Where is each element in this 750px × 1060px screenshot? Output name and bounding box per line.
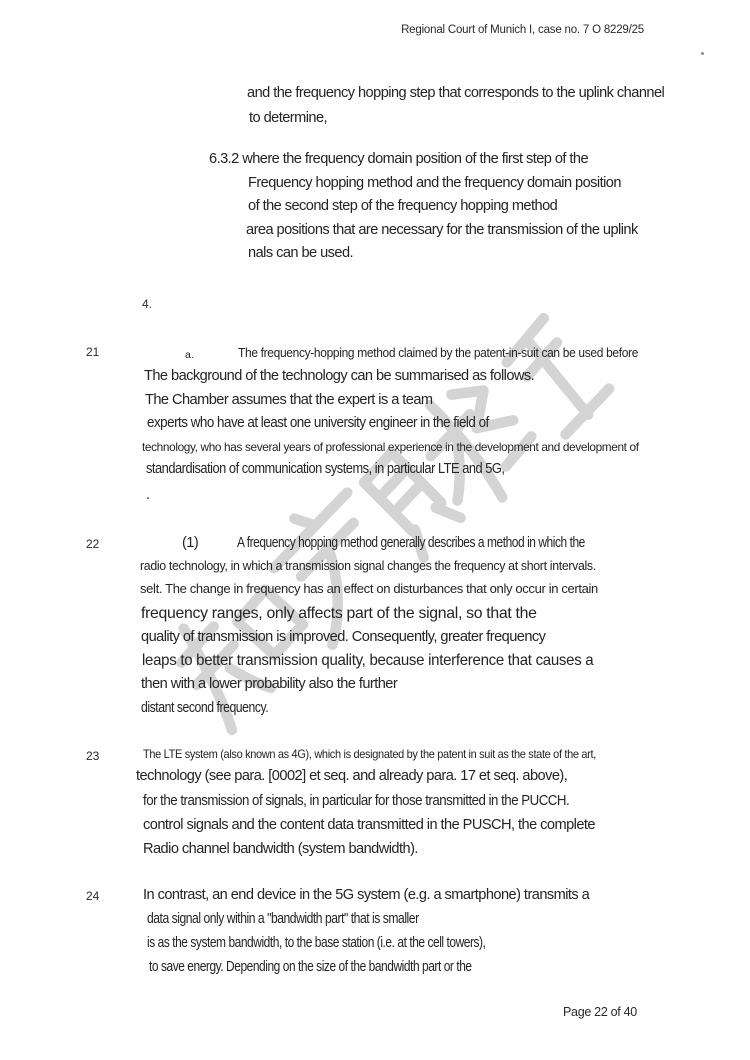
margin-number-23: 23 <box>86 749 100 763</box>
para-23-line: control signals and the content data transmitted in the PUSCH, the complete <box>143 817 595 833</box>
clause-632-line: area positions that are necessary for the transmission of the uplink <box>246 222 638 238</box>
para-22-line: then with a lower probability also the further <box>141 676 398 692</box>
para-21-line: The background of the technology can be summarised as follows. <box>144 368 535 384</box>
para-21-line: technology, who has several years of professional experience in the development and development of <box>142 440 639 454</box>
intro-clause-line: and the frequency hopping step that corresponds to the uplink channel <box>247 85 665 101</box>
clause-632-line: 6.3.2 where the frequency domain position of the first step of the <box>209 151 589 167</box>
para-22-line: quality of transmission is improved. Consequently, greater frequency <box>141 629 546 645</box>
para-24-line: to save energy. Depending on the size of the bandwidth part or the <box>149 959 472 975</box>
para-22-line: leaps to better transmission quality, because interference that causes a <box>142 652 594 669</box>
clause-632-line: Frequency hopping method and the frequency domain position <box>248 175 621 191</box>
clause-632-line: of the second step of the frequency hopping method <box>248 198 558 214</box>
section-4-label: 4. <box>142 297 153 311</box>
para-22-line: frequency ranges, only affects part of the signal, so that the <box>141 605 537 622</box>
para-23-line: technology (see para. [0002] et seq. and already para. 17 et seq. above), <box>136 768 568 784</box>
para-23-line: The LTE system (also known as 4G), which is designated by the patent in suit as the state of the art, <box>143 747 596 761</box>
scan-speck <box>701 52 704 55</box>
intro-clause-line: to determine, <box>249 110 328 126</box>
para-21-line: . <box>146 487 150 503</box>
margin-number-24: 24 <box>86 889 100 903</box>
para-24-line: data signal only within a "bandwidth part" that is smaller <box>147 911 419 927</box>
para-22-line: distant second frequency. <box>141 700 269 716</box>
para-22-line: radio technology, in which a transmission signal changes the frequency at short intervals. <box>140 558 596 573</box>
para-24-line: is as the system bandwidth, to the base station (i.e. at the cell towers), <box>147 935 486 951</box>
para-22-item-label: (1) <box>182 535 199 551</box>
header-court-reference: Regional Court of Munich I, case no. 7 O 8229/25 <box>401 24 644 36</box>
para-21-line: experts who have at least one university engineer in the field of <box>147 415 489 431</box>
para-21-line: The Chamber assumes that the expert is a team <box>145 392 433 408</box>
para-24-line: In contrast, an end device in the 5G system (e.g. a smartphone) transmits a <box>143 887 590 903</box>
margin-number-22: 22 <box>86 537 100 551</box>
footer-page-indicator: Page 22 of 40 <box>563 1005 637 1019</box>
para-23-line: for the transmission of signals, in particular for those transmitted in the PUCCH. <box>143 793 570 809</box>
para-22-line: selt. The change in frequency has an effect on disturbances that only occur in certain <box>140 581 598 596</box>
clause-632-line: nals can be used. <box>248 245 354 261</box>
para-23-line: Radio channel bandwidth (system bandwidth). <box>143 841 418 857</box>
para-21-line: standardisation of communication systems, in particular LTE and 5G, <box>146 461 505 477</box>
margin-number-21: 21 <box>86 345 100 359</box>
para-21-line: The frequency-hopping method claimed by the patent-in-suit can be used before <box>238 345 639 360</box>
para-22-line: A frequency hopping method generally describes a method in which the <box>237 535 585 551</box>
para-21-item-label: a. <box>185 349 194 361</box>
